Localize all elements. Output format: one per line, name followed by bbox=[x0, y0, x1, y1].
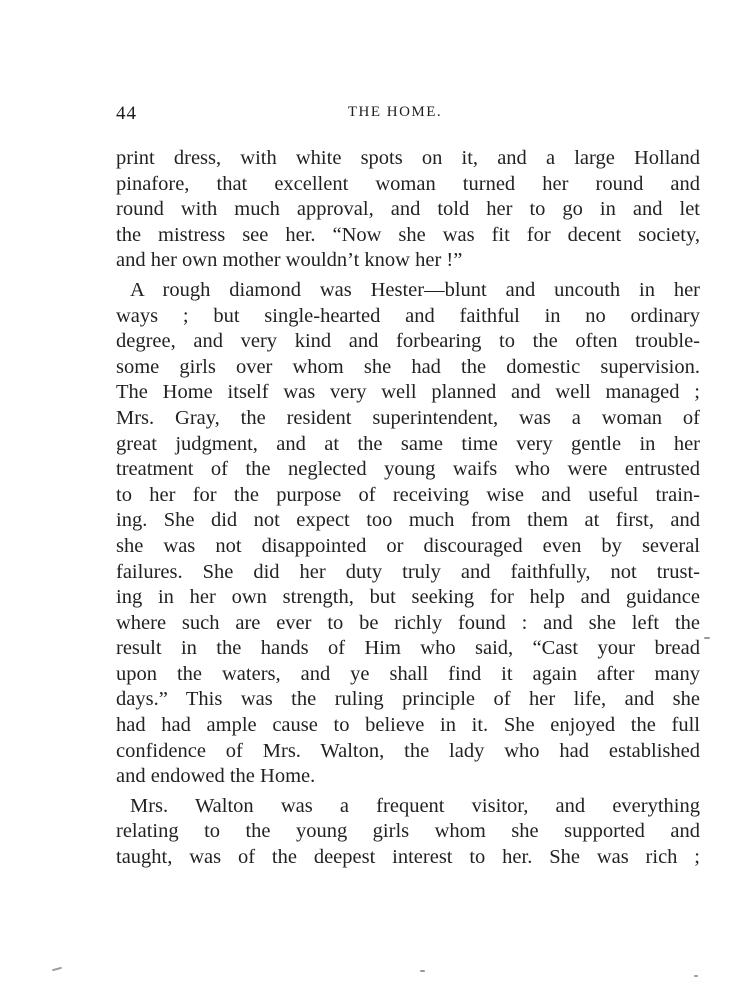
text-line: some girls over whom she had the domestic supervision. bbox=[116, 355, 700, 378]
text-line: and endowed the Home. bbox=[116, 765, 316, 788]
running-title: THE HOME. bbox=[347, 104, 443, 120]
text-line: ing in her own strength, but seeking for help and guidance bbox=[116, 586, 700, 609]
text-line: and her own mother wouldn’t know her !” bbox=[116, 249, 463, 272]
text-line: ing. She did not expect too much from them at first, and bbox=[116, 509, 700, 532]
text-line: treatment of the neglected young waifs who were entrusted bbox=[116, 458, 700, 481]
text-line: Mrs. Gray, the resident superintendent, was a woman of bbox=[116, 406, 700, 429]
text-line: to her for the purpose of receiving wise and useful train- bbox=[116, 483, 700, 506]
text-line: degree, and very kind and forbearing to the often trouble- bbox=[116, 330, 700, 353]
text-line: the mistress see her. “Now she was fit for decent society, bbox=[116, 223, 700, 246]
text-line: she was not disappointed or discouraged even by several bbox=[116, 534, 700, 557]
text-line: Mrs. Walton was a frequent visitor, and everything bbox=[130, 794, 700, 817]
paragraph bbox=[116, 278, 700, 790]
text-line: had had ample cause to believe in it. She enjoyed the full bbox=[116, 714, 700, 737]
text-line: upon the waters, and ye shall find it again after many bbox=[116, 662, 700, 685]
paragraph bbox=[116, 146, 700, 274]
scan-speck bbox=[704, 637, 710, 639]
text-line: taught, was of the deepest interest to her. She was rich ; bbox=[116, 846, 700, 869]
text-line: confidence of Mrs. Walton, the lady who had established bbox=[116, 739, 700, 762]
body-text bbox=[116, 146, 700, 871]
text-line: failures. She did her duty truly and faithfully, not trust- bbox=[116, 560, 700, 583]
text-line: The Home itself was very well planned and well managed ; bbox=[116, 381, 700, 404]
scan-speck bbox=[694, 975, 698, 977]
text-line: pinafore, that excellent woman turned her round and bbox=[116, 172, 700, 195]
text-line: result in the hands of Him who said, “Cast your bread bbox=[116, 637, 700, 660]
text-line: relating to the young girls whom she supported and bbox=[116, 820, 700, 843]
paragraph bbox=[116, 794, 700, 871]
scan-speck bbox=[52, 967, 62, 972]
text-line: A rough diamond was Hester—blunt and uncouth in her bbox=[130, 278, 700, 301]
text-line: days.” This was the ruling principle of her life, and she bbox=[116, 688, 700, 711]
text-line: print dress, with white spots on it, and a large Holland bbox=[116, 147, 700, 169]
scan-speck bbox=[420, 970, 425, 972]
text-line: where such are ever to be richly found : and she left the bbox=[116, 611, 700, 634]
page-number: 44 bbox=[116, 103, 137, 124]
text-line: ways ; but single-hearted and faithful in no ordinary bbox=[116, 304, 700, 327]
text-line: great judgment, and at the same time very gentle in her bbox=[116, 432, 700, 455]
text-line: round with much approval, and told her to go in and let bbox=[116, 198, 700, 221]
